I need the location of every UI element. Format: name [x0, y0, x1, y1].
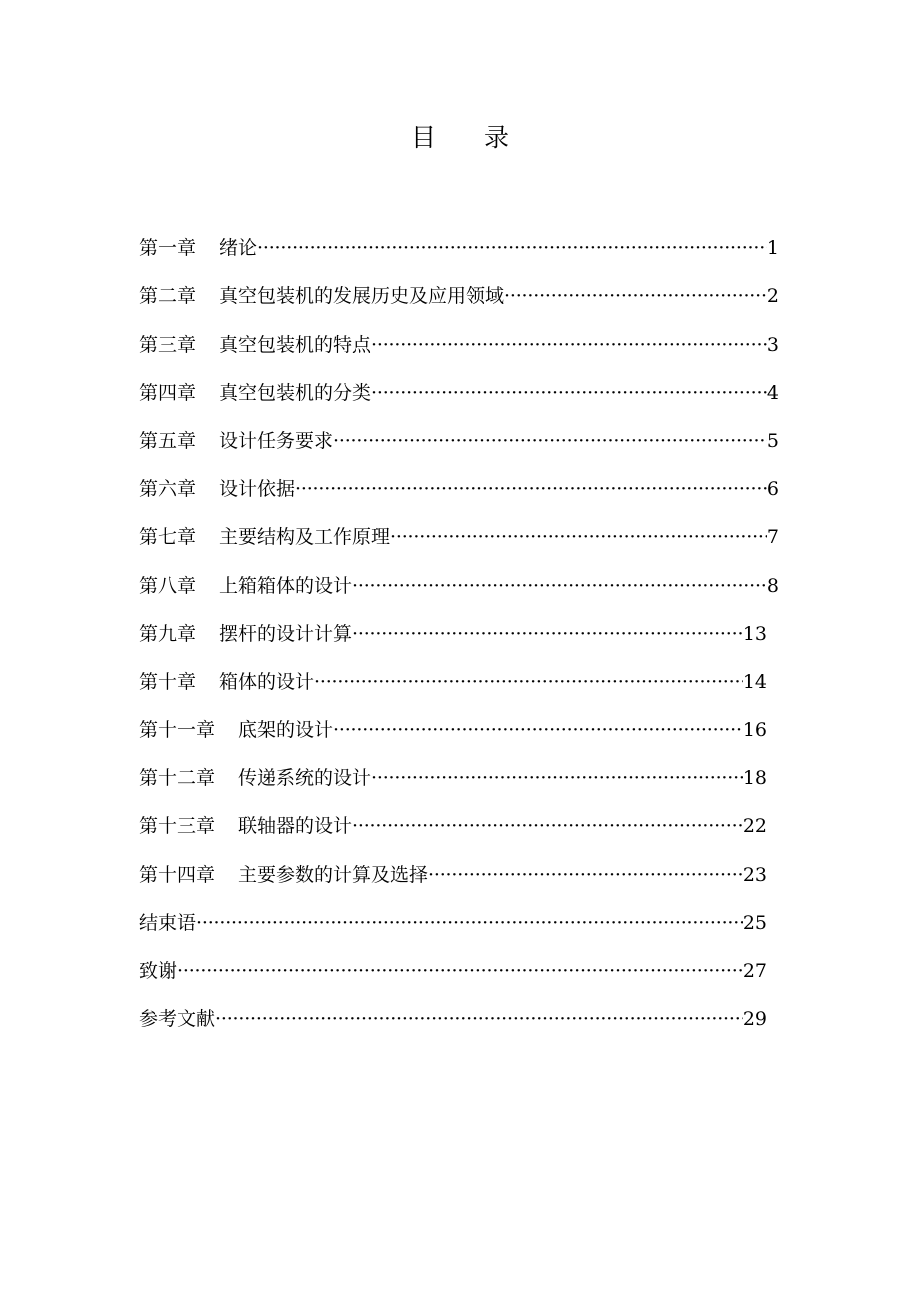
toc-dot-leader — [314, 670, 743, 694]
toc-entry-title: 设计依据 — [219, 478, 296, 501]
toc-page-number: 22 — [742, 815, 767, 838]
toc-entry-title: 真空包装机的发展历史及应用领域 — [219, 285, 505, 308]
toc-dot-leader — [333, 718, 743, 742]
toc-page-number: 14 — [742, 670, 767, 693]
toc-chapter-number: 第四章 — [139, 381, 197, 404]
toc-entry-title: 真空包装机的分类 — [219, 381, 372, 404]
toc-page-number: 8 — [766, 574, 779, 597]
toc-entry-title: 上箱箱体的设计 — [219, 574, 353, 597]
toc-page-number: 25 — [742, 911, 767, 934]
toc-chapter-number: 第五章 — [139, 429, 197, 452]
toc-chapter-number: 第二章 — [139, 285, 197, 308]
toc-chapter-number: 第一章 — [139, 237, 197, 260]
toc-dot-leader — [371, 333, 767, 357]
toc-page-number: 4 — [766, 381, 779, 404]
toc-dot-leader — [352, 814, 743, 838]
toc-entry[interactable] — [139, 838, 767, 886]
toc-dot-leader — [371, 381, 767, 405]
toc-chapter-number: 第十章 — [139, 670, 197, 693]
toc-chapter-number: 第七章 — [139, 526, 197, 549]
toc-entry-title: 主要结构及工作原理 — [219, 526, 391, 549]
toc-page-number: 29 — [742, 1008, 767, 1031]
toc-entry-title: 联轴器的设计 — [238, 815, 353, 838]
toc-chapter-number: 第八章 — [139, 574, 197, 597]
toc-page-number: 5 — [766, 429, 779, 452]
toc-entry[interactable] — [139, 501, 779, 549]
table-of-contents — [139, 212, 779, 1031]
toc-entry[interactable] — [139, 790, 767, 838]
toc-dot-leader — [352, 574, 767, 598]
toc-page-number: 23 — [742, 863, 767, 886]
toc-entry[interactable] — [139, 646, 767, 694]
toc-page-number: 1 — [766, 237, 779, 260]
toc-entry-title: 传递系统的设计 — [238, 767, 372, 790]
toc-dot-leader — [352, 622, 743, 646]
toc-entry[interactable] — [139, 453, 779, 501]
toc-dot-leader — [257, 236, 767, 260]
toc-entry-title: 主要参数的计算及选择 — [238, 863, 429, 886]
toc-chapter-number: 第十二章 — [139, 767, 216, 790]
toc-entry[interactable] — [139, 694, 767, 742]
toc-page-number: 7 — [766, 526, 779, 549]
toc-entry[interactable] — [139, 598, 767, 646]
toc-dot-leader — [371, 766, 743, 790]
toc-entry-title: 绪论 — [219, 237, 258, 260]
toc-page-number: 13 — [742, 622, 767, 645]
toc-entry[interactable] — [139, 308, 779, 356]
toc-entry[interactable] — [139, 357, 779, 405]
toc-entry[interactable] — [139, 887, 767, 935]
toc-entry-title: 摆杆的设计计算 — [219, 622, 353, 645]
toc-entry-title: 致谢 — [139, 960, 178, 982]
toc-entry-title: 箱体的设计 — [219, 670, 315, 693]
toc-page-number: 2 — [766, 285, 779, 308]
toc-dot-leader — [504, 284, 767, 308]
toc-chapter-number: 第六章 — [139, 478, 197, 501]
toc-dot-leader — [333, 429, 767, 453]
toc-entry[interactable] — [139, 935, 767, 983]
toc-chapter-number: 第十四章 — [139, 863, 216, 886]
toc-page-number: 3 — [766, 333, 779, 356]
toc-entry[interactable] — [139, 212, 779, 260]
toc-entry-title: 设计任务要求 — [219, 429, 334, 452]
toc-entry[interactable] — [139, 983, 767, 1031]
toc-entry-title: 参考文献 — [139, 1008, 216, 1031]
toc-page-number: 16 — [742, 719, 767, 742]
toc-entry[interactable] — [139, 405, 779, 453]
toc-dot-leader — [215, 1007, 743, 1031]
toc-chapter-number: 第三章 — [139, 333, 197, 356]
toc-dot-leader — [177, 959, 743, 983]
toc-page-number: 27 — [742, 960, 767, 982]
toc-entry[interactable] — [139, 260, 779, 308]
toc-entry[interactable] — [139, 549, 779, 597]
toc-entry-title: 底架的设计 — [238, 719, 334, 742]
toc-chapter-number: 第十三章 — [139, 815, 216, 838]
toc-page-number: 18 — [742, 767, 767, 790]
toc-entry-title: 结束语 — [139, 911, 197, 934]
toc-chapter-number: 第九章 — [139, 622, 197, 645]
toc-chapter-number: 第十一章 — [139, 719, 216, 742]
toc-dot-leader — [428, 863, 743, 887]
toc-dot-leader — [295, 477, 767, 501]
page-title: 目 录 — [411, 123, 529, 152]
toc-dot-leader — [390, 525, 767, 549]
toc-page-number: 6 — [766, 478, 779, 501]
toc-dot-leader — [196, 911, 743, 935]
toc-entry-title: 真空包装机的特点 — [219, 333, 372, 356]
toc-entry[interactable] — [139, 742, 767, 790]
